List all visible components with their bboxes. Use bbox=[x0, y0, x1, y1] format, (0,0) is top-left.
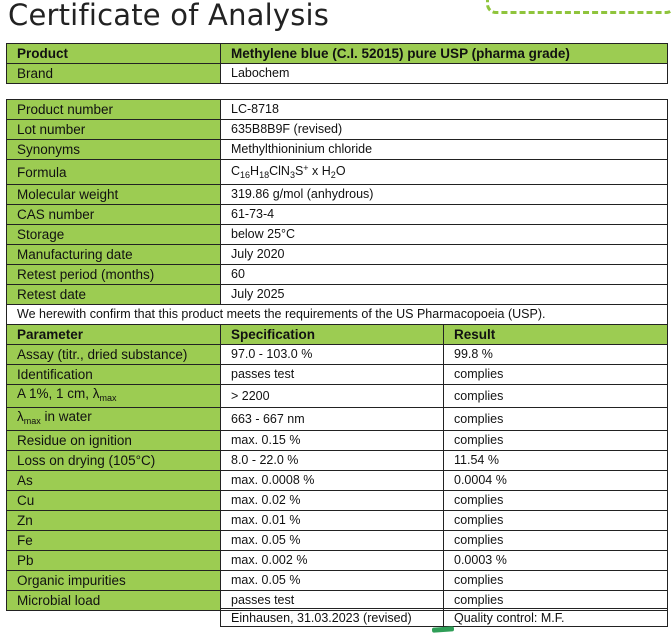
parameter-cell: Fe bbox=[7, 531, 221, 551]
specification-cell: max. 0.002 % bbox=[221, 551, 444, 571]
result-cell: complies bbox=[444, 531, 668, 551]
specification-cell: max. 0.0008 % bbox=[221, 471, 444, 491]
test-row bbox=[7, 365, 668, 385]
result-cell: complies bbox=[444, 408, 668, 431]
info-label: Product number bbox=[7, 100, 221, 120]
formula-part: x H bbox=[308, 164, 331, 178]
info-label: Lot number bbox=[7, 120, 221, 140]
parameter-cell: Loss on drying (105°C) bbox=[7, 451, 221, 471]
info-row bbox=[7, 285, 668, 305]
decorative-dashed-frame bbox=[486, 0, 671, 14]
info-value: 61-73-4 bbox=[221, 205, 668, 225]
parameter-header: Parameter bbox=[7, 325, 221, 345]
specification-cell: 97.0 - 103.0 % bbox=[221, 345, 444, 365]
test-row bbox=[7, 551, 668, 571]
brand-label: Brand bbox=[7, 64, 221, 84]
parameter-lambda-max bbox=[7, 408, 221, 431]
signature-table bbox=[220, 608, 668, 627]
specification-cell: passes test bbox=[221, 365, 444, 385]
specification-cell: passes test bbox=[221, 591, 444, 611]
test-row bbox=[7, 471, 668, 491]
result-cell: complies bbox=[444, 511, 668, 531]
product-value: Methylene blue (C.I. 52015) pure USP (pharma grade) bbox=[221, 44, 668, 64]
result-cell: complies bbox=[444, 591, 668, 611]
specification-cell: max. 0.01 % bbox=[221, 511, 444, 531]
test-row bbox=[7, 531, 668, 551]
lambda-rest: in water bbox=[40, 409, 92, 424]
info-row bbox=[7, 140, 668, 160]
info-row bbox=[7, 225, 668, 245]
product-row bbox=[7, 44, 668, 64]
result-cell: 0.0003 % bbox=[444, 551, 668, 571]
test-row bbox=[7, 571, 668, 591]
test-row bbox=[7, 511, 668, 531]
specification-cell: max. 0.02 % bbox=[221, 491, 444, 511]
formula-part: 3 bbox=[289, 170, 295, 180]
usp-statement-row bbox=[7, 305, 668, 325]
formula-part: ClN bbox=[269, 164, 290, 178]
result-cell: 99.8 % bbox=[444, 345, 668, 365]
info-row bbox=[7, 100, 668, 120]
parameter-a1 bbox=[7, 385, 221, 408]
info-value: 319.86 g/mol (anhydrous) bbox=[221, 185, 668, 205]
parameter-cell: Microbial load bbox=[7, 591, 221, 611]
formula-part: 2 bbox=[330, 170, 336, 180]
info-value: July 2025 bbox=[221, 285, 668, 305]
formula-part: O bbox=[335, 164, 346, 178]
result-cell: complies bbox=[444, 431, 668, 451]
test-row bbox=[7, 385, 668, 408]
formula-part: + bbox=[303, 163, 309, 173]
result-cell: 0.0004 % bbox=[444, 471, 668, 491]
specification-cell: max. 0.05 % bbox=[221, 531, 444, 551]
info-row bbox=[7, 160, 668, 185]
a1-sub: max bbox=[99, 393, 117, 403]
formula-part: H bbox=[250, 164, 260, 178]
parameter-cell: Identification bbox=[7, 365, 221, 385]
info-value: 60 bbox=[221, 265, 668, 285]
formula-part: 16 bbox=[240, 170, 251, 180]
specification-cell: > 2200 bbox=[221, 385, 444, 408]
info-row bbox=[7, 120, 668, 140]
formula-part: 18 bbox=[259, 170, 270, 180]
info-value: 635B8B9F (revised) bbox=[221, 120, 668, 140]
result-cell: complies bbox=[444, 385, 668, 408]
place-date: Einhausen, 31.03.2023 (revised) bbox=[221, 609, 444, 627]
signature-row bbox=[221, 609, 668, 627]
info-label: Retest period (months) bbox=[7, 265, 221, 285]
formula-part: C bbox=[231, 164, 241, 178]
specification-header: Specification bbox=[221, 325, 444, 345]
parameter-cell: Residue on ignition bbox=[7, 431, 221, 451]
parameter-cell: Cu bbox=[7, 491, 221, 511]
usp-statement: We herewith confirm that this product meets the requirements of the US Pharmacopoeia (USP). bbox=[7, 305, 668, 325]
specification-cell: max. 0.05 % bbox=[221, 571, 444, 591]
info-label: Retest date bbox=[7, 285, 221, 305]
parameter-cell: Assay (titr., dried substance) bbox=[7, 345, 221, 365]
info-row bbox=[7, 185, 668, 205]
product-label: Product bbox=[7, 44, 221, 64]
result-cell: 11.54 % bbox=[444, 451, 668, 471]
formula-part: S bbox=[294, 164, 304, 178]
test-row bbox=[7, 431, 668, 451]
brand-row bbox=[7, 64, 668, 84]
test-row bbox=[7, 451, 668, 471]
info-row bbox=[7, 245, 668, 265]
info-value: below 25°C bbox=[221, 225, 668, 245]
info-label: Synonyms bbox=[7, 140, 221, 160]
brand-value: Labochem bbox=[221, 64, 668, 84]
parameter-cell: Zn bbox=[7, 511, 221, 531]
info-row bbox=[7, 205, 668, 225]
specification-cell: max. 0.15 % bbox=[221, 431, 444, 451]
result-header: Result bbox=[444, 325, 668, 345]
parameter-cell: As bbox=[7, 471, 221, 491]
parameter-cell: Pb bbox=[7, 551, 221, 571]
analysis-table bbox=[6, 99, 668, 611]
info-label: CAS number bbox=[7, 205, 221, 225]
result-cell: complies bbox=[444, 491, 668, 511]
test-row bbox=[7, 491, 668, 511]
info-label: Manufacturing date bbox=[7, 245, 221, 265]
info-value: LC-8718 bbox=[221, 100, 668, 120]
info-label: Molecular weight bbox=[7, 185, 221, 205]
lambda-sub: max bbox=[23, 416, 41, 426]
result-cell: complies bbox=[444, 365, 668, 385]
quality-control: Quality control: M.F. bbox=[444, 609, 668, 627]
info-value: July 2020 bbox=[221, 245, 668, 265]
specification-cell: 663 - 667 nm bbox=[221, 408, 444, 431]
info-label: Formula bbox=[7, 160, 221, 185]
a1-main: A 1%, 1 cm, λ bbox=[17, 386, 100, 401]
test-row bbox=[7, 345, 668, 365]
parameter-cell: Organic impurities bbox=[7, 571, 221, 591]
formula-value bbox=[221, 160, 668, 185]
info-row bbox=[7, 265, 668, 285]
product-table bbox=[6, 43, 668, 84]
test-row bbox=[7, 408, 668, 431]
info-value: Methylthioninium chloride bbox=[221, 140, 668, 160]
result-cell: complies bbox=[444, 571, 668, 591]
tests-header-row bbox=[7, 325, 668, 345]
lambda-symbol: λ bbox=[17, 409, 24, 424]
page-title: Certificate of Analysis bbox=[8, 0, 330, 32]
info-label: Storage bbox=[7, 225, 221, 245]
specification-cell: 8.0 - 22.0 % bbox=[221, 451, 444, 471]
